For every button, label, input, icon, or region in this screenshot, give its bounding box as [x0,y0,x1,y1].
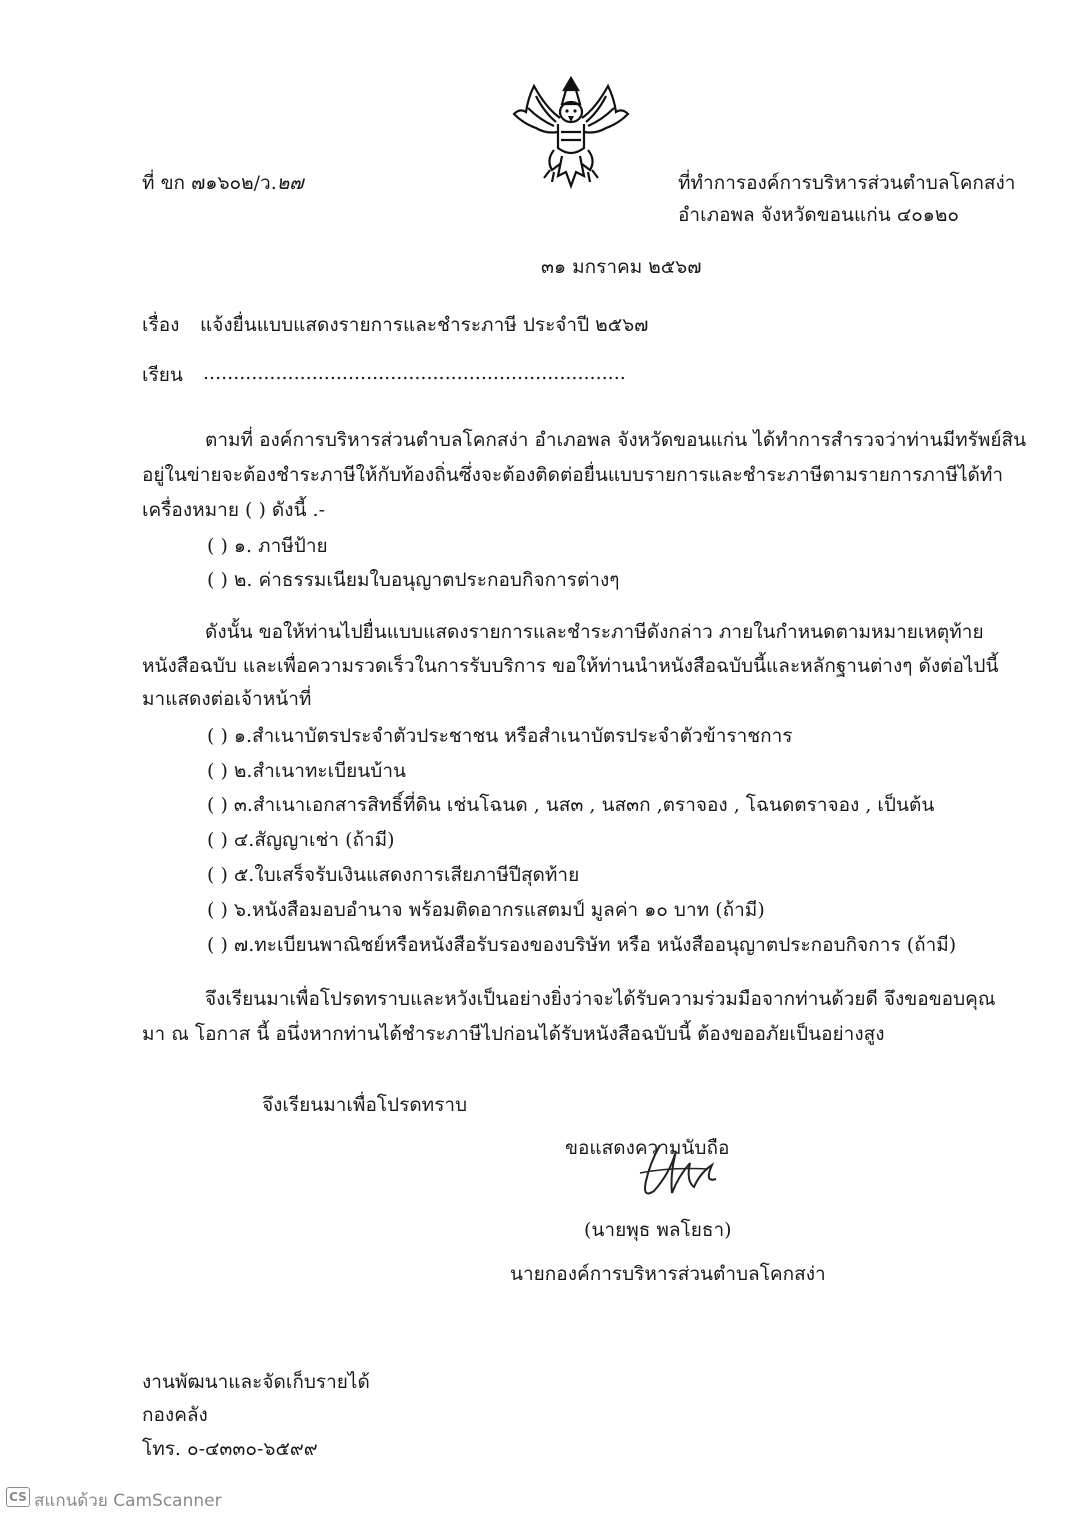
contact-division: กองคลัง [142,1404,208,1426]
paragraph2-line1: ดังนั้น ขอให้ท่านไปยื่นแบบแสดงรายการและชำระภาษีดังกล่าว ภายในกำหนดตามหมายเหตุท้าย [205,621,984,643]
document-item: ( ) ๒.สำเนาทะเบียนบ้าน [207,760,407,782]
document-item: ( ) ๑.สำเนาบัตรประจำตัวประชาชน หรือสำเนาบัตรประจำตัวข้าราชการ [207,725,793,747]
office-address-line2: อำเภอพล จังหวัดขอนแก่น ๔๐๑๒๐ [678,204,959,226]
document-item: ( ) ๓.สำเนาเอกสารสิทธิ์ที่ดิน เช่นโฉนด , นส๓ , นส๓ก ,ตราจอง , โฉนดตราจอง , เป็นต้น [207,794,935,816]
paragraph1-line1: ตามที่ องค์การบริหารส่วนตำบลโคกสง่า อำเภอพล จังหวัดขอนแก่น ได้ทำการสำรวจว่าท่านมีทรัพย์สิน [205,429,1027,451]
signatory-position: นายกองค์การบริหารส่วนตำบลโคกสง่า [510,1263,826,1285]
paragraph3-line1: จึงเรียนมาเพื่อโปรดทราบและหวังเป็นอย่างยิ่งว่าจะได้รับความร่วมมือจากท่านด้วยดี จึงขอขอบคุณ [205,988,996,1010]
reference-number-text: ที่ ขก ๗๑๖๐๒/ว. [142,172,277,194]
garuda-emblem [506,68,636,198]
signatory-name: (นายพุธ พลโยธา) [584,1219,732,1241]
scanner-watermark [0,1481,1084,1511]
camscanner-text: สแกนด้วย CamScanner [34,1491,222,1511]
contact-unit: งานพัฒนาและจัดเก็บรายได้ [142,1371,370,1393]
document-date: ๓๑ มกราคม ๒๕๖๗ [541,256,702,278]
paragraph3-line2: มา ณ โอกาส นี้ อนึ่งหากท่านได้ชำระภาษีไปก่อนได้รับหนังสือฉบับนี้ ต้องขออภัยเป็นอย่างสูง [142,1023,885,1045]
paragraph1-line3: เครื่องหมาย ( ) ดังนี้ .- [142,499,325,521]
office-address-line1: ที่ทำการองค์การบริหารส่วนตำบลโคกสง่า [678,172,1016,194]
document-item: ( ) ๗.ทะเบียนพาณิชย์หรือหนังสือรับรองของบริษัท หรือ หนังสืออนุญาตประกอบกิจการ (ถ้ามี) [207,934,957,956]
reference-number [142,174,304,193]
document-item: ( ) ๔.สัญญาเช่า (ถ้ามี) [207,829,395,851]
contact-phone: โทร. ๐-๔๓๓๐-๖๕๙๙ [142,1438,318,1460]
recipient-blank: ...................................................................... [203,362,626,384]
reference-number-handwritten: ๒๗ [276,172,304,194]
recipient-label: เรียน [142,364,183,386]
tax-item: ( ) ๒. ค่าธรรมเนียมใบอนุญาตประกอบกิจการต่างๆ [207,569,620,591]
document-item: ( ) ๕.ใบเสร็จรับเงินแสดงการเสียภาษีปีสุดท้าย [207,864,580,886]
paragraph1-line2: อยู่ในข่ายจะต้องชำระภาษีให้กับท้องถิ่นซึ่งจะต้องติดต่อยื่นแบบรายการและชำระภาษีตามรายการภาษีได้ทำ [142,464,1004,486]
document-item: ( ) ๖.หนังสือมอบอำนาจ พร้อมติดอากรแสตมป์ มูลค่า ๑๐ บาท (ถ้ามี) [207,899,765,921]
camscanner-logo-icon: CS [6,1487,30,1507]
paragraph2-line2: หนังสือฉบับ และเพื่อความรวดเร็วในการรับบริการ ขอให้ท่านนำหนังสือฉบับนี้และหลักฐานต่างๆ ดังต่อไปนี้ [142,655,999,677]
subject-label: เรื่อง [142,314,180,336]
handwritten-signature [620,1133,730,1223]
regards-text: ขอแสดงความนับถือ [565,1137,730,1159]
tax-item: ( ) ๑. ภาษีป้าย [207,535,328,557]
paragraph2-line3: มาแสดงต่อเจ้าหน้าที่ [142,688,312,710]
subject-text: แจ้งยื่นแบบแสดงรายการและชำระภาษี ประจำปี ๒๕๖๗ [200,314,649,336]
closing-line: จึงเรียนมาเพื่อโปรดทราบ [262,1094,468,1116]
